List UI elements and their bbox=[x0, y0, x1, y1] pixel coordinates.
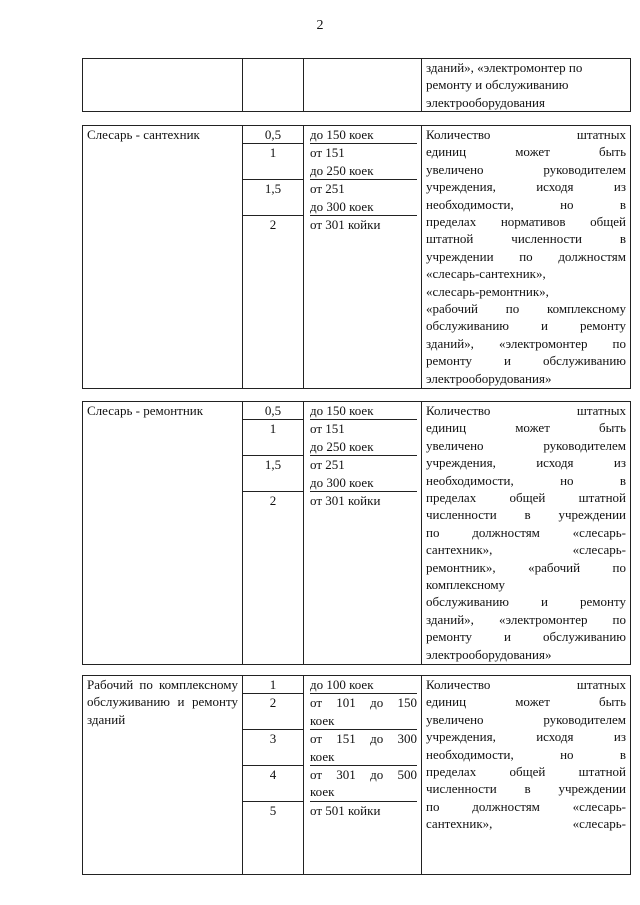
position-cell: Рабочий по комплексному обслуживанию и ремонту зданий bbox=[83, 676, 243, 875]
note-line: учреждении по должностям bbox=[426, 248, 626, 264]
beds-line: от 101 до 150 bbox=[310, 695, 417, 711]
beds-range bbox=[310, 126, 417, 144]
table-block bbox=[82, 125, 631, 389]
note-line: необходимости, но в bbox=[426, 472, 626, 488]
note-line: пределах общей штатной bbox=[426, 490, 626, 506]
units-cell bbox=[243, 402, 304, 665]
beds-line: до 150 коек bbox=[310, 403, 374, 418]
note-line: необходимости, но в bbox=[426, 196, 626, 212]
note-line: единиц может быть bbox=[426, 694, 626, 710]
units-value: 1 bbox=[243, 144, 303, 180]
note-line: «слесарь-сантехник», bbox=[426, 266, 546, 282]
note-line: «рабочий по комплексному bbox=[426, 301, 626, 317]
beds-line: коек bbox=[310, 748, 335, 764]
note-line: пределах общей штатной bbox=[426, 764, 626, 780]
units-value: 2 bbox=[269, 492, 277, 508]
beds-range bbox=[310, 492, 417, 509]
beds-line: от 301 до 500 bbox=[310, 767, 417, 783]
beds-range bbox=[310, 180, 417, 216]
note-line: по должностям «слесарь- bbox=[426, 524, 626, 540]
beds-line: от 501 койки bbox=[310, 802, 381, 818]
beds-line: от 301 койки bbox=[310, 217, 381, 233]
units-value: 1 bbox=[243, 676, 303, 694]
note-line: ремонту и обслуживанию bbox=[426, 353, 626, 369]
beds-line: до 300 коек bbox=[310, 474, 374, 490]
note-line: обслуживанию и ремонту bbox=[426, 594, 626, 610]
beds-range bbox=[310, 420, 417, 456]
units-value: 1,5 bbox=[243, 456, 303, 492]
beds-range bbox=[310, 676, 417, 694]
beds-line: до 250 коек bbox=[310, 438, 374, 454]
note-line: пределах нормативов общей bbox=[426, 214, 626, 230]
note-line: зданий», «электромонтер по bbox=[426, 611, 626, 627]
note-line: электрооборудования» bbox=[426, 646, 552, 662]
note-line: единиц может быть bbox=[426, 420, 626, 436]
note-line: ремонтник», «рабочий по bbox=[426, 559, 626, 575]
units-cell bbox=[243, 676, 304, 875]
note-line: Количество штатных bbox=[426, 677, 626, 692]
beds-line: от 251 bbox=[310, 457, 345, 473]
note-line: сантехник», «слесарь- bbox=[426, 816, 626, 832]
note-line: Количество штатных bbox=[426, 403, 626, 418]
beds-cell bbox=[304, 676, 422, 875]
note-cell bbox=[422, 676, 631, 875]
beds-line: от 151 до 300 bbox=[310, 731, 417, 747]
note-line: численности в учреждении bbox=[426, 507, 626, 523]
note-cell bbox=[422, 402, 631, 665]
note-line: зданий», «электромонтер по bbox=[426, 335, 626, 351]
units-cell bbox=[243, 59, 304, 112]
units-value: 3 bbox=[243, 730, 303, 766]
beds-range bbox=[310, 766, 417, 802]
note-line: «слесарь-ремонтник», bbox=[426, 283, 549, 299]
table-block bbox=[82, 675, 631, 875]
position-cell: Слесарь - сантехник bbox=[83, 126, 243, 389]
note-line: ремонту и обслуживанию bbox=[426, 77, 569, 93]
table-row bbox=[83, 676, 631, 875]
table-block bbox=[82, 401, 631, 665]
beds-range bbox=[310, 694, 417, 730]
note-line: увеличено руководителем bbox=[426, 437, 626, 453]
note-line: увеличено руководителем bbox=[426, 161, 626, 177]
note-line: учреждения, исходя из bbox=[426, 729, 626, 745]
note-line: обслуживанию и ремонту bbox=[426, 318, 626, 334]
beds-line: от 301 койки bbox=[310, 493, 381, 509]
table-row bbox=[83, 59, 631, 112]
units-value: 4 bbox=[243, 766, 303, 802]
beds-range bbox=[310, 216, 417, 233]
units-value: 1 bbox=[243, 420, 303, 456]
note-line: единиц может быть bbox=[426, 144, 626, 160]
units-value: 2 bbox=[269, 216, 277, 232]
note-line: штатной численности в bbox=[426, 231, 626, 247]
beds-line: до 150 коек bbox=[310, 127, 374, 142]
note-line: необходимости, но в bbox=[426, 746, 626, 762]
note-line: по должностям «слесарь- bbox=[426, 798, 626, 814]
beds-range bbox=[310, 802, 417, 819]
note-line: учреждения, исходя из bbox=[426, 455, 626, 471]
beds-range bbox=[310, 456, 417, 492]
note-line: электрооборудования» bbox=[426, 370, 552, 386]
note-line: учреждения, исходя из bbox=[426, 179, 626, 195]
page-number: 2 bbox=[316, 18, 324, 33]
beds-line: до 250 коек bbox=[310, 162, 374, 178]
beds-range bbox=[310, 144, 417, 180]
beds-cell bbox=[304, 402, 422, 665]
position-cell bbox=[83, 59, 243, 112]
beds-line: от 151 bbox=[310, 421, 345, 437]
units-value: 2 bbox=[243, 694, 303, 730]
beds-range bbox=[310, 402, 417, 420]
beds-line: коек bbox=[310, 712, 335, 728]
table-block bbox=[82, 58, 631, 112]
note-line: электрооборудования bbox=[426, 94, 545, 110]
units-cell bbox=[243, 126, 304, 389]
table-row bbox=[83, 402, 631, 665]
beds-line: коек bbox=[310, 784, 335, 800]
note-line: комплексному bbox=[426, 577, 506, 593]
units-value: 1,5 bbox=[243, 180, 303, 216]
note-line: сантехник», «слесарь- bbox=[426, 542, 626, 558]
beds-line: от 151 bbox=[310, 145, 345, 161]
note-line: увеличено руководителем bbox=[426, 711, 626, 727]
beds-range bbox=[310, 730, 417, 766]
table-row bbox=[83, 126, 631, 389]
beds-cell bbox=[304, 59, 422, 112]
position-cell: Слесарь - ремонтник bbox=[83, 402, 243, 665]
beds-line: до 300 коек bbox=[310, 198, 374, 214]
units-value: 5 bbox=[269, 802, 277, 818]
note-line: численности в учреждении bbox=[426, 781, 626, 797]
units-value: 0,5 bbox=[243, 126, 303, 144]
note-line: Количество штатных bbox=[426, 127, 626, 142]
units-value: 0,5 bbox=[243, 402, 303, 420]
note-line: ремонту и обслуживанию bbox=[426, 629, 626, 645]
note-line: зданий», «электромонтер по bbox=[426, 60, 583, 75]
note-cell bbox=[422, 126, 631, 389]
note-cell bbox=[422, 59, 631, 112]
beds-cell bbox=[304, 126, 422, 389]
beds-line: от 251 bbox=[310, 181, 345, 197]
beds-line: до 100 коек bbox=[310, 677, 374, 692]
